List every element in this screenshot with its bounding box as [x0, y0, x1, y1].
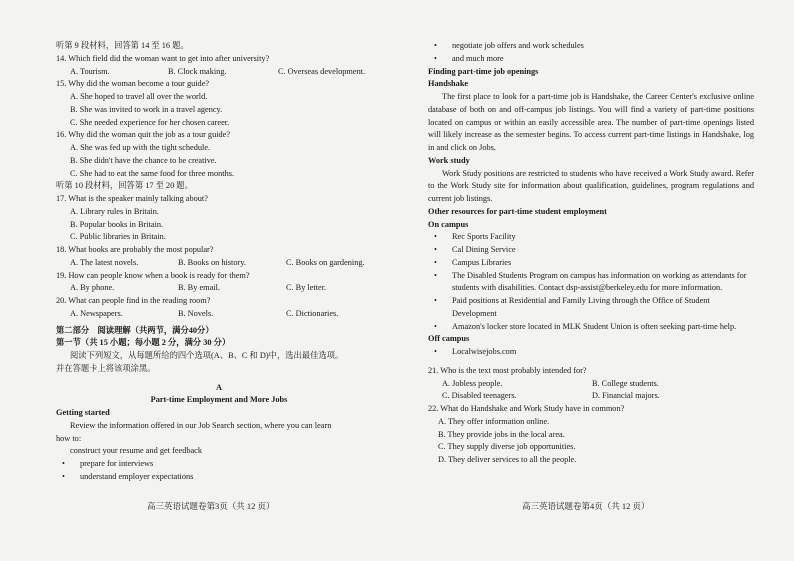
getting-started-item: construct your resume and get feedback [70, 446, 203, 456]
option-c: C. Disabled teenagers. [442, 391, 517, 401]
question-21-options-cd [428, 390, 754, 403]
passage-title: Part-time Employment and More Jobs [150, 395, 288, 405]
finding-heading: Finding part-time job openings [428, 66, 539, 76]
question-20-stem: 20. What can people find in the reading room? [56, 296, 211, 305]
option-b: B. College students. [592, 378, 659, 388]
section-heading: 听第 10 段材料，回答第 17 至 20 题。 [56, 181, 193, 191]
getting-started-heading: Getting started [56, 408, 110, 417]
question-20-options [56, 308, 382, 321]
question-18-stem: 18. What books are probably the most popular? [56, 245, 214, 254]
bullet-icon: • [434, 270, 437, 280]
list-item: • Localwisejobs.com [428, 346, 754, 359]
question-14-options [56, 66, 382, 79]
passage-letter: A [216, 382, 222, 392]
option-a: A. Library rules in Britain. [70, 206, 159, 216]
part-two-heading: 第二部分 阅读理解（共两节，满分40分） [56, 325, 214, 335]
bullet-icon: • [434, 257, 437, 267]
option-c: C. Books on gardening. [286, 257, 365, 267]
question-18-options [56, 257, 382, 270]
list-item: • Campus Libraries [428, 257, 754, 270]
bullet-icon: • [434, 245, 437, 254]
work-study-heading: Work study [428, 155, 470, 165]
question-21-options-ab [428, 378, 754, 391]
getting-started-text: Review the information offered in our Job Search section, where you can learn [70, 420, 332, 430]
option-a: A. She was fed up with the tight schedule. [70, 143, 211, 152]
option-b: B. By email. [178, 283, 220, 293]
bullet-icon: • [434, 321, 437, 331]
list-item: • understand employer expectations [56, 471, 382, 484]
option-b: B. Books on history. [178, 257, 246, 267]
list-item: • Amazon's locker store located in MLK Student Union is often seeking part-time help. [428, 321, 754, 334]
bullet-icon: • [434, 53, 437, 63]
option-b: B. She was invited to work in a travel agency. [70, 104, 223, 114]
bullet-icon: • [434, 347, 437, 356]
option-a: A. She hoped to travel all over the world. [70, 92, 208, 101]
list-item: • The Disabled Students Program on campus has information on working as attendants for students with disabilities. Contact dsp-assist@berkeley.edu for more information. [428, 270, 754, 296]
left-page-footer: 高三英语试题卷第3页（共 12 页） [147, 501, 275, 511]
option-c: C. She needed experience for her chosen career. [70, 117, 230, 127]
option-c: C. By letter. [286, 283, 327, 293]
option-b: B. Popular books in Britain. [70, 219, 164, 229]
left-page [56, 40, 382, 484]
option-a: A. They offer information online. [438, 416, 550, 426]
right-page-footer: 高三英语试题卷第4页（共 12 页） [522, 501, 650, 511]
option-a: A. Jobless people. [442, 378, 503, 388]
option-d: D. Financial majors. [592, 391, 660, 401]
option-c: C. They supply diverse job opportunities. [438, 442, 576, 452]
option-d: D. They deliver services to all the people. [438, 455, 577, 464]
getting-started-text-cont: how to: [56, 433, 82, 443]
question-15-stem: 15. Why did the woman become a tour guide? [56, 79, 210, 89]
option-c: C. Dictionaries. [286, 308, 339, 318]
question-17-stem: 17. What is the speaker mainly talking about? [56, 194, 208, 203]
work-study-paragraph: Work Study positions are restricted to students who have received a Work Study award. Refer to the Work Study site for information about qualification, guidelines, program regulations and current job listings. [428, 168, 754, 203]
off-campus-heading: Off campus [428, 334, 470, 344]
instructions-line-1: 阅读下列短文，从每题所给的四个选项(A、B、C 和 D)中，选出最佳选项。 [70, 351, 344, 360]
option-b: B. She didn't have the chance to be creative. [70, 155, 217, 165]
option-a: A. Tourism. [70, 66, 110, 76]
other-resources-heading: Other resources for part-time student employment [428, 206, 607, 216]
option-b: B. Novels. [178, 308, 214, 318]
list-item: • Rec Sports Facility [428, 231, 754, 244]
question-22-stem: 22. What do Handshake and Work Study have in common? [428, 404, 625, 413]
list-item: • and much more [428, 53, 754, 66]
question-21-stem: 21. Who is the text most probably intended for? [428, 365, 587, 375]
bullet-icon: • [62, 459, 65, 468]
list-item: • prepare for interviews [56, 458, 382, 471]
on-campus-heading: On campus [428, 219, 469, 229]
bullet-icon: • [62, 471, 65, 481]
bullet-icon: • [434, 296, 437, 305]
option-b: B. They provide jobs in the local area. [438, 429, 565, 439]
instructions-line-2: 并在答题卡上将该项涂黑。 [56, 363, 156, 373]
option-a: A. The latest novels. [70, 257, 139, 267]
list-item: • Paid positions at Residential and Family Living through the Office of Student Development [428, 295, 754, 321]
question-19-stem: 19. How can people know when a book is ready for them? [56, 270, 250, 280]
option-c: C. Public libraries in Britain. [70, 232, 166, 242]
section-one-heading: 第一节（共 15 小题；每小题 2 分，满分 30 分） [56, 338, 231, 348]
bullet-icon: • [434, 232, 437, 242]
option-a: A. By phone. [70, 283, 115, 293]
question-19-options [56, 282, 382, 295]
option-c: C. She had to eat the same food for three months. [70, 168, 235, 178]
bullet-icon: • [434, 41, 437, 50]
question-14-stem: 14. Which field did the woman want to get into after university? [56, 53, 270, 63]
right-page [428, 40, 754, 467]
question-16-stem: 16. Why did the woman quit the job as a tour guide? [56, 130, 231, 140]
section-heading: 听第 9 段材料，回答第 14 至 16 题。 [56, 41, 189, 50]
option-c: C. Overseas development. [278, 66, 366, 76]
option-a: A. Newspapers. [70, 308, 123, 318]
list-item: • Cal Dining Service [428, 244, 754, 257]
list-item: • negotiate job offers and work schedules [428, 40, 754, 53]
option-b: B. Clock making. [168, 66, 227, 76]
handshake-heading: Handshake [428, 79, 469, 89]
handshake-paragraph: The first place to look for a part-time job is Handshake, the Career Center's exclusive online database of both on and off-campus job listings. You will find a variety of part-time positions located on campus or within an easily accessible area. The number of part-time openings listed will likely increase as the semester begins. To access current part-time listings in Handshake, log in and click on Jobs. [428, 92, 754, 152]
